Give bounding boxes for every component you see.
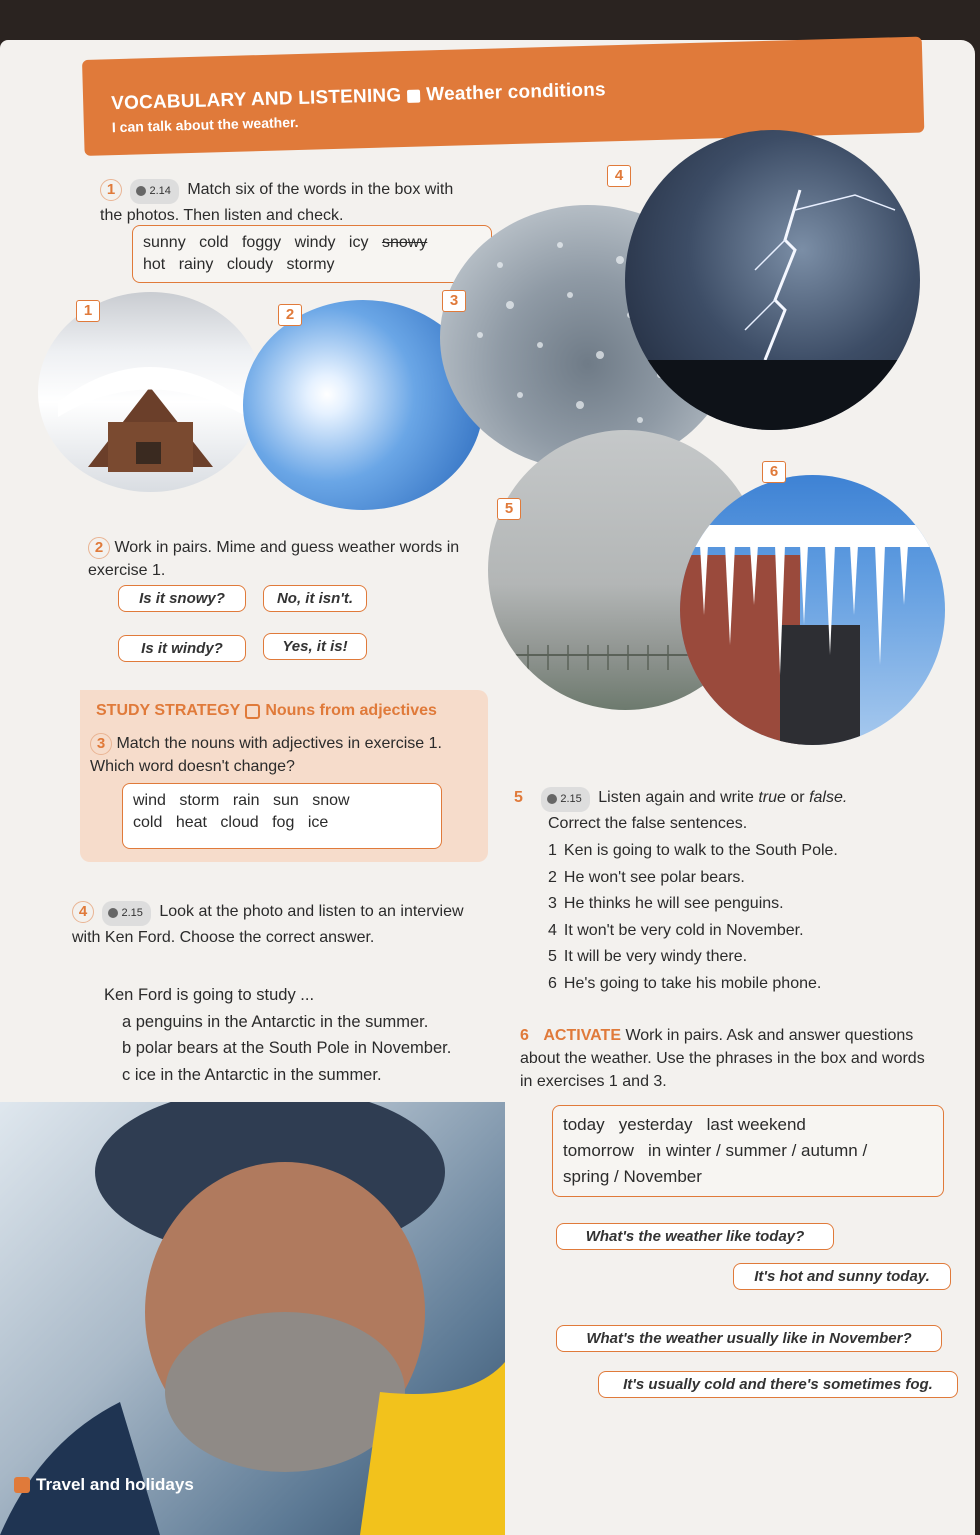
item-number: 6 <box>548 974 557 992</box>
topic-title: Weather conditions <box>425 79 607 106</box>
item-number: 4 <box>548 921 557 939</box>
word: windy <box>294 234 336 251</box>
section-title: VOCABULARY AND LISTENING <box>110 85 402 115</box>
item-number: 2 <box>548 868 557 886</box>
list-item <box>548 838 838 865</box>
audio-track-badge[interactable] <box>130 179 178 204</box>
word: sun <box>272 792 299 809</box>
phrase-box <box>552 1105 944 1197</box>
photo-number-5: 5 <box>497 498 521 520</box>
instruction-text: Look at the photo and listen to an interview with Ken Ford. Choose the correct answer. <box>72 903 464 946</box>
instruction-text: Match six of the words in the box with the photos. Then listen and check. <box>100 181 454 224</box>
exercise-1-instruction <box>100 178 470 227</box>
photo-snowy-cabin <box>38 292 263 492</box>
word: wind <box>133 792 166 809</box>
speech-bubble: What's the weather like today? <box>556 1223 834 1250</box>
item-number: 3 <box>548 895 557 912</box>
list-item <box>548 891 838 918</box>
photo-number-6: 6 <box>762 461 786 483</box>
answer-option[interactable]: b polar bears at the South Pole in November. <box>122 1039 452 1057</box>
list-item <box>548 971 838 998</box>
word-box <box>132 225 492 283</box>
word: ice <box>307 814 329 831</box>
track-number: 2.15 <box>121 907 143 919</box>
instruction-text: Match the nouns with adjectives in exercise 1. Which word doesn't change? <box>90 735 442 775</box>
word-crossed-out: snowy <box>381 234 428 251</box>
word: hot <box>143 256 166 273</box>
square-bullet-icon <box>407 89 420 102</box>
item-text: It won't be very cold in November. <box>563 921 804 939</box>
list-item <box>548 918 838 945</box>
list-item <box>548 944 838 971</box>
word: cold <box>133 814 163 831</box>
or-word: or <box>790 789 805 806</box>
word: rainy <box>178 256 214 273</box>
speech-bubble: No, it isn't. <box>263 585 367 612</box>
true-false-list <box>548 838 838 997</box>
item-text: He won't see polar bears. <box>563 868 745 886</box>
track-number: 2.15 <box>560 793 582 805</box>
phrase-line: tomorrow in winter / summer / autumn / <box>563 1141 868 1160</box>
item-text: Ken is going to walk to the South Pole. <box>563 842 838 859</box>
word: heat <box>175 814 207 831</box>
word: stormy <box>286 256 335 273</box>
item-number: 5 <box>548 948 557 965</box>
word: cloudy <box>226 256 274 273</box>
phrase-line: spring / November <box>563 1167 702 1186</box>
cd-icon <box>136 186 146 196</box>
exercise-4-options <box>104 982 451 1088</box>
word: rain <box>232 792 260 809</box>
instruction-text: Listen again and write <box>598 789 754 806</box>
exercise-3-instruction <box>90 732 480 778</box>
exercise-2-instruction <box>88 536 480 582</box>
word: foggy <box>241 234 282 251</box>
photo-number-2: 2 <box>278 304 302 326</box>
photo-number-1: 1 <box>76 300 100 322</box>
word: fog <box>272 814 295 831</box>
word: cold <box>199 234 229 251</box>
speech-bubble: It's hot and sunny today. <box>733 1263 951 1290</box>
square-outline-icon <box>245 704 260 719</box>
track-number: 2.14 <box>149 185 171 197</box>
word: icy <box>348 234 369 251</box>
word: snow <box>312 792 350 809</box>
exercise-6-instruction <box>520 1024 940 1093</box>
photo-number-4: 4 <box>607 165 631 187</box>
lesson-subtitle: I can talk about the weather. <box>111 113 299 136</box>
strategy-label: STUDY STRATEGY <box>96 702 241 719</box>
exercise-number: 6 <box>520 1027 529 1044</box>
exercise-5-instruction <box>514 786 914 835</box>
item-text: It will be very windy there. <box>563 948 748 965</box>
exercise-number: 2 <box>88 537 110 559</box>
photo-number-3: 3 <box>442 290 466 312</box>
exercise-number: 1 <box>100 179 122 201</box>
exercise-number: 4 <box>72 901 94 923</box>
item-text: He's going to take his mobile phone. <box>563 974 822 992</box>
answer-option[interactable]: c ice in the Antarctic in the summer. <box>122 1065 382 1084</box>
speech-bubble: It's usually cold and there's sometimes fog. <box>598 1371 958 1398</box>
instruction-text: Correct the false sentences. <box>548 815 748 832</box>
photo-icicles-house <box>680 475 945 745</box>
word: cloud <box>220 814 259 831</box>
square-bullet-icon <box>14 1477 30 1493</box>
activate-label: ACTIVATE <box>543 1027 621 1044</box>
audio-track-badge[interactable] <box>541 787 589 812</box>
false-word: false. <box>809 789 848 806</box>
word: sunny <box>143 234 186 251</box>
exercise-number: 3 <box>90 733 112 755</box>
question-stem: Ken Ford is going to study ... <box>104 986 315 1004</box>
cd-icon <box>547 794 557 804</box>
speech-bubble: Is it windy? <box>118 635 246 662</box>
phrase-line: today yesterday last weekend <box>563 1115 806 1134</box>
strategy-title <box>96 702 437 720</box>
speech-bubble: What's the weather usually like in November? <box>556 1325 942 1352</box>
study-strategy-panel <box>80 690 488 862</box>
photo-storm-lightning <box>625 130 920 430</box>
photo-ken-ford <box>0 1102 505 1535</box>
strategy-topic: Nouns from adjectives <box>265 702 437 719</box>
footer-unit-label <box>14 1475 194 1495</box>
word: storm <box>179 792 220 809</box>
cd-icon <box>108 908 118 918</box>
speech-bubble: Is it snowy? <box>118 585 246 612</box>
item-number: 1 <box>548 842 557 859</box>
answer-option[interactable]: a penguins in the Antarctic in the summer. <box>122 1012 429 1031</box>
instruction-text: Work in pairs. Mime and guess weather words in exercise 1. <box>88 539 460 579</box>
audio-track-badge[interactable] <box>102 901 150 926</box>
list-item <box>548 865 838 892</box>
item-text: He thinks he will see penguins. <box>563 895 784 912</box>
exercise-4-instruction <box>72 900 472 949</box>
speech-bubble: Yes, it is! <box>263 633 367 660</box>
true-word: true <box>758 789 786 806</box>
instruction-text: Work in pairs. Ask and answer questions about the weather. Use the phrases in the box and words in exercises 1 and 3. <box>520 1027 925 1090</box>
unit-title: Travel and holidays <box>36 1475 194 1494</box>
noun-box <box>122 783 442 849</box>
exercise-number: 5 <box>514 789 523 806</box>
